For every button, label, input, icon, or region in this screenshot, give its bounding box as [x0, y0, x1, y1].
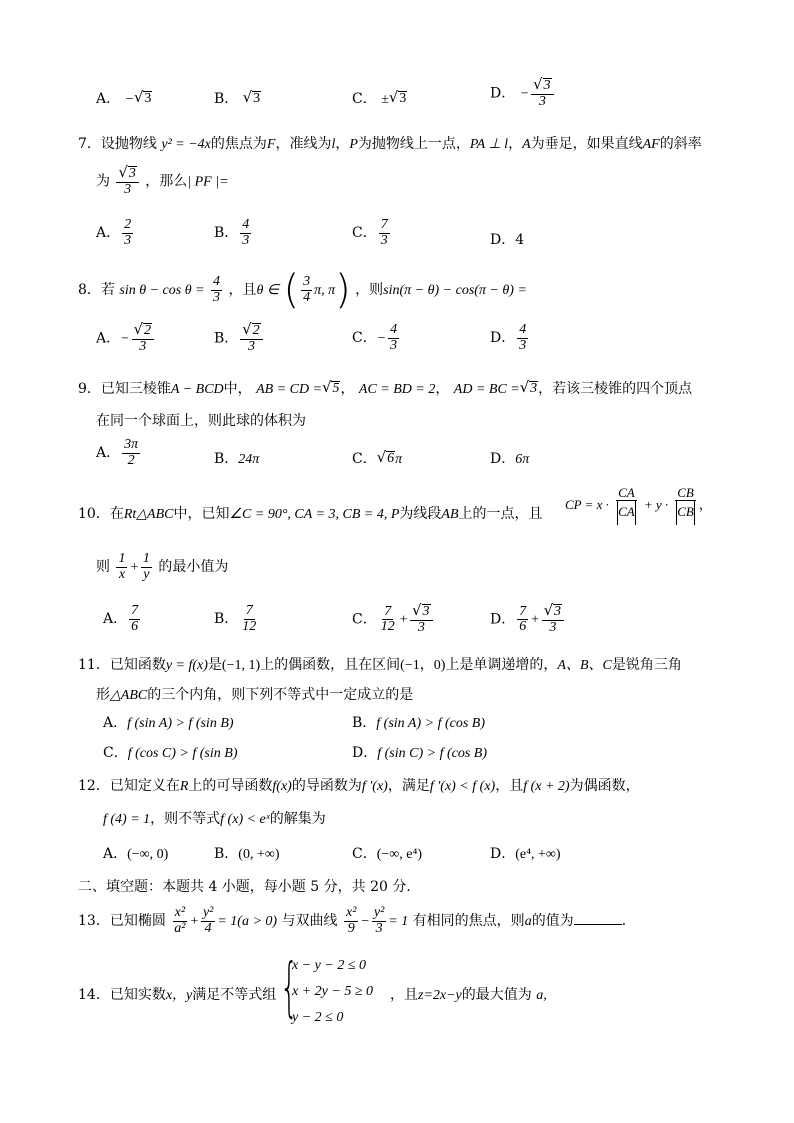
question-7: 7．设抛物线 y² = −4x的焦点为F，准线为l，P为抛物线上一点，PA ⊥ l，A为垂足，如果直线AF的斜率 [78, 136, 702, 152]
question-11-line-2: 形△ABC的三个内角，则下列不等式中一定成立的是 [96, 687, 414, 703]
q11-option-a: A．f (sin A) > f (sin B) [103, 715, 234, 731]
constraint-3: y − 2 ≤ 0 [292, 1010, 344, 1025]
q12-option-b: B．(0, +∞) [214, 846, 280, 862]
constraint-2: x + 2y − 5 ≥ 0 [292, 984, 374, 999]
q9-option-c: C． √ 6 π [352, 449, 403, 467]
q8-option-c: C．− $\frac{4}{3}$ [352, 322, 398, 353]
q9-option-d: D．6π [490, 451, 530, 467]
q9-option-a: A． $\frac{3\pi}{2}$ [96, 437, 139, 468]
question-11: 11．已知函数y = f(x)是(−1, 1)上的偶函数，且在区间(−1，0)上是单调递增的，A、B、C是锐角三角 [78, 657, 682, 673]
q10-option-c: C． $\frac{7}{12}$ + √ 3 3 [352, 604, 435, 635]
q11-option-c: C．f (cos C) > f (sin B) [103, 745, 238, 761]
question-10: 10．在Rt△ABC中，已知∠C = 90°, CA = 3, CB = 4, P为线段AB上的一点，且 [78, 506, 543, 522]
q9-option-b: B．24π [214, 451, 260, 467]
q6-option-c: C． ± √ 3 [352, 89, 407, 107]
question-10-vector-expr: CP = x · $\frac{CA}{CA}$ + y · $\frac{CB}{CB}$ ， [565, 486, 712, 525]
q12-option-d: D．(e⁴, +∞) [490, 846, 561, 862]
question-12: 12．已知定义在R上的可导函数f(x)的导函数为f ′(x)，满足f ′(x) < f (x)，且f (x + 2)为偶函数， [78, 778, 640, 794]
system-brace: { [280, 951, 299, 1025]
q12-option-c: C．(−∞, e⁴) [352, 846, 423, 862]
question-7-line-2: 为 √ 3 3 ，那么| PF |= [96, 164, 229, 197]
q7-option-b: B． $\frac{4}{3}$ [214, 217, 250, 248]
question-9: 9．已知三棱锥A − BCD中， AB = CD = √ 5 ， AC = BD = 2， AD = BC = √ 3 ，若该三棱锥的四个顶点 [78, 379, 693, 397]
question-14-tail: ，且z=2x−y的最大值为 a, [390, 987, 547, 1003]
question-9-line-2: 在同一个球面上，则此球的体积为 [96, 413, 306, 429]
q7-option-c: C． $\frac{7}{3}$ [352, 217, 388, 248]
q11-option-b: B．f (sin A) > f (cos B) [352, 715, 486, 731]
q8-option-d: D． $\frac{4}{3}$ [490, 322, 527, 353]
question-13: 13．已知椭圆 $\frac{\text{x²}}{\text{a²}}$ + $\frac{\text{y²}}{4}$ = 1(a > 0) 与双曲线 $\frac{\text{x²}}{9}$ − $\frac{\text{y²}}{3}$ = 1 有相同的焦点，则a的值为 ． [78, 905, 636, 936]
q10-option-a: A． $\frac{7}{6}$ [103, 603, 139, 634]
question-12-line-2: f (4) = 1，则不等式f (x) < eˣ的解集为 [103, 811, 326, 827]
q8-option-b: B． √ 2 3 [214, 323, 265, 354]
section-heading-fill-in: 二、填空题：本题共 4 小题，每小题 5 分，共 20 分． [78, 879, 421, 895]
q7-option-d: D．4 [490, 232, 525, 248]
constraint-1: x − y − 2 ≤ 0 [292, 958, 367, 973]
q6-option-d: D． − √ 3 3 [490, 78, 556, 109]
q10-option-b: B． $\frac{7}{12}$ [214, 603, 257, 634]
q10-option-d: D． $\frac{7}{6}$ + √ 3 3 [490, 604, 566, 635]
answer-blank [574, 924, 622, 925]
q11-option-d: D．f (sin C) > f (cos B) [352, 745, 487, 761]
q6-option-b: B． √ 3 [214, 89, 261, 107]
question-8: 8．若 sin θ − cos θ = $\frac{4}{3}$ ，且θ ∈ ( $\frac{3}{4}$ π, π) ，则sin(π − θ) − cos(π − θ) = [78, 267, 527, 313]
question-14: 14．已知实数x，y满足不等式组 [78, 987, 277, 1003]
q8-option-a: A．− √ 2 3 [96, 323, 156, 354]
q6-option-a: A． − √ 3 [96, 89, 152, 107]
q7-option-a: A． $\frac{2}{3}$ [96, 217, 132, 248]
question-10-line-2: 则 $\frac{1}{x}$ + $\frac{1}{y}$ 的最小值为 [96, 551, 229, 582]
q12-option-a: A．(−∞, 0) [103, 846, 169, 862]
